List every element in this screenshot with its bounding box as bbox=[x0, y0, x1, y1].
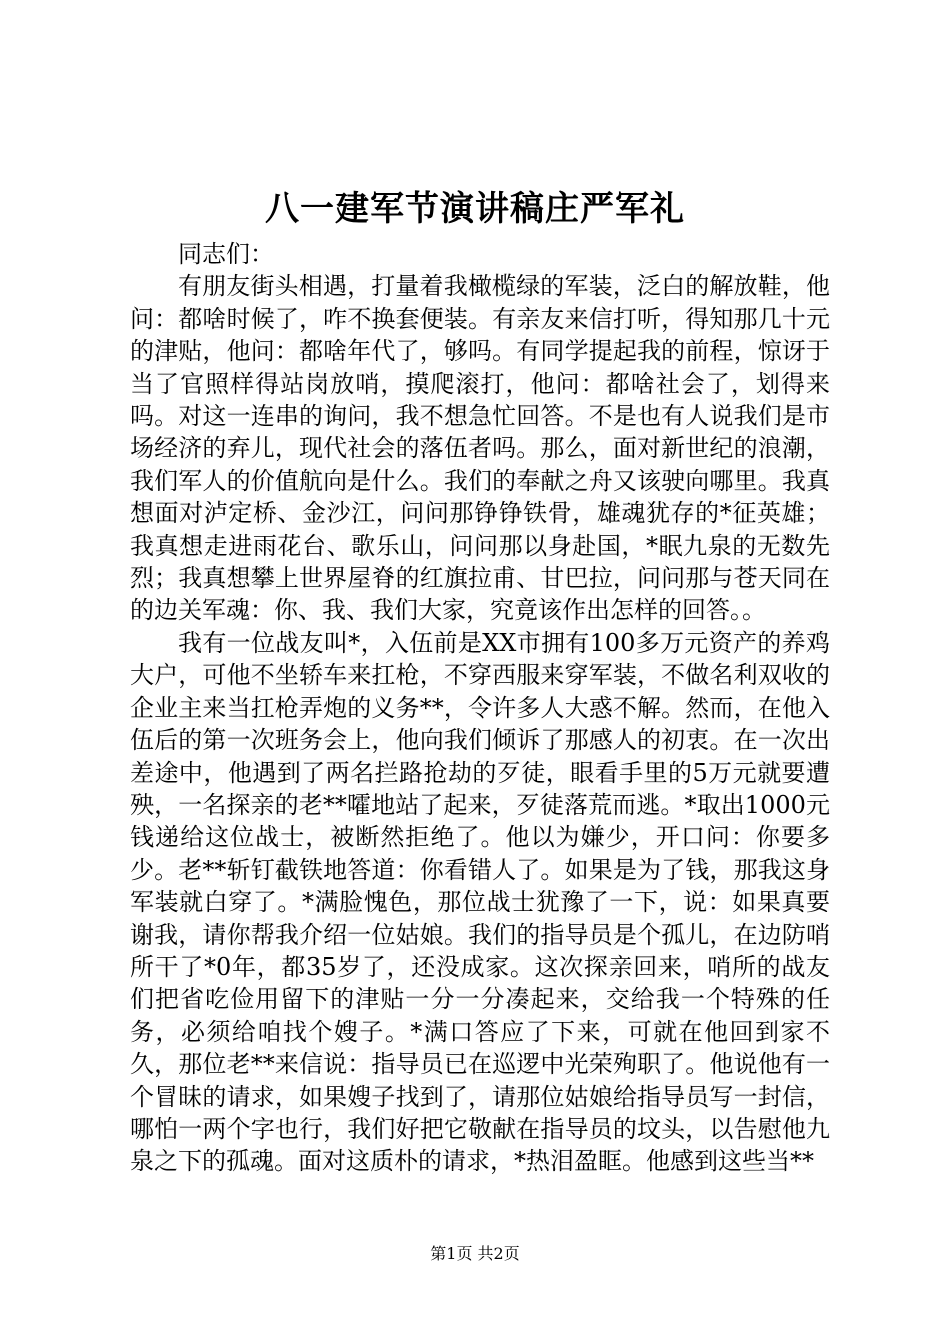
page-footer: 第1页 共2页 bbox=[430, 1244, 520, 1263]
paragraph-1: 有朋友街头相遇，打量着我橄榄绿的军装，泛白的解放鞋，他问：都啥时候了，咋不换套便装。有亲友来信打听，得知那几十元的津贴，他问：都啥年代了，够吗。有同学提起我的前程，惊讶于当了官照样得站岗放哨，摸爬滚打，他问：都啥社会了，划得来吗。对这一连串的询问，我不想急忙回答。不是也有人说我们是市场经济的弃儿，现代社会的落伍者吗。那么，面对新世纪的浪潮，我们军人的价值航向是什么。我们的奉献之舟又该驶向哪里。我真想面对泸定桥、金沙江，问问那铮铮铁骨，雄魂犹存的*征英雄；我真想走进雨花台、歌乐山，问问那以身赴国，*眠九泉的无数先烈；我真想攀上世界屋脊的红旗拉甫、甘巴拉，问问那与苍天同在的边关军魂：你、我、我们大家，究竟该作出怎样的回答。。 bbox=[130, 272, 830, 625]
document-body bbox=[130, 238, 830, 1178]
salutation: 同志们： bbox=[178, 240, 274, 268]
paragraph-2: 我有一位战友叫*，入伍前是XX市拥有100多万元资产的养鸡大户，可他不坐轿车来扛枪，不穿西服来穿军装，不做名利双收的企业主来当扛枪弄炮的义务**，令许多人大惑不解。然而，在他入伍后的第一次班务会上，他向我们倾诉了那感人的初衷。在一次出差途中，他遇到了两名拦路抢劫的歹徒，眼看手里的5万元就要遭殃，一名探亲的老**嚯地站了起来，歹徒落荒而逃。*取出1000元钱递给这位战士，被断然拒绝了。他以为嫌少，开口问：你要多少。老**斩钉截铁地答道：你看错人了。如果是为了钱，那我这身军装就白穿了。*满脸愧色，那位战士犹豫了一下，说：如果真要谢我，请你帮我介绍一位姑娘。我们的指导员是个孤儿，在边防哨所干了*0年，都35岁了，还没成家。这次探亲回来，哨所的战友们把省吃俭用留下的津贴一分一分凑起来，交给我一个特殊的任务，必须给咱找个嫂子。*满口答应了下来，可就在他回到家不久，那位老**来信说：指导员已在巡逻中光荣殉职了。他说他有一个冒昧的请求，如果嫂子找到了，请那位姑娘给指导员写一封信，哪怕一两个字也行，我们好把它敬献在指导员的坟头，以告慰他九泉之下的孤魂。面对这质朴的请求，*热泪盈眶。他感到这些当** bbox=[130, 628, 830, 1176]
document-title: 八一建军节演讲稿庄严军礼 bbox=[265, 189, 685, 229]
